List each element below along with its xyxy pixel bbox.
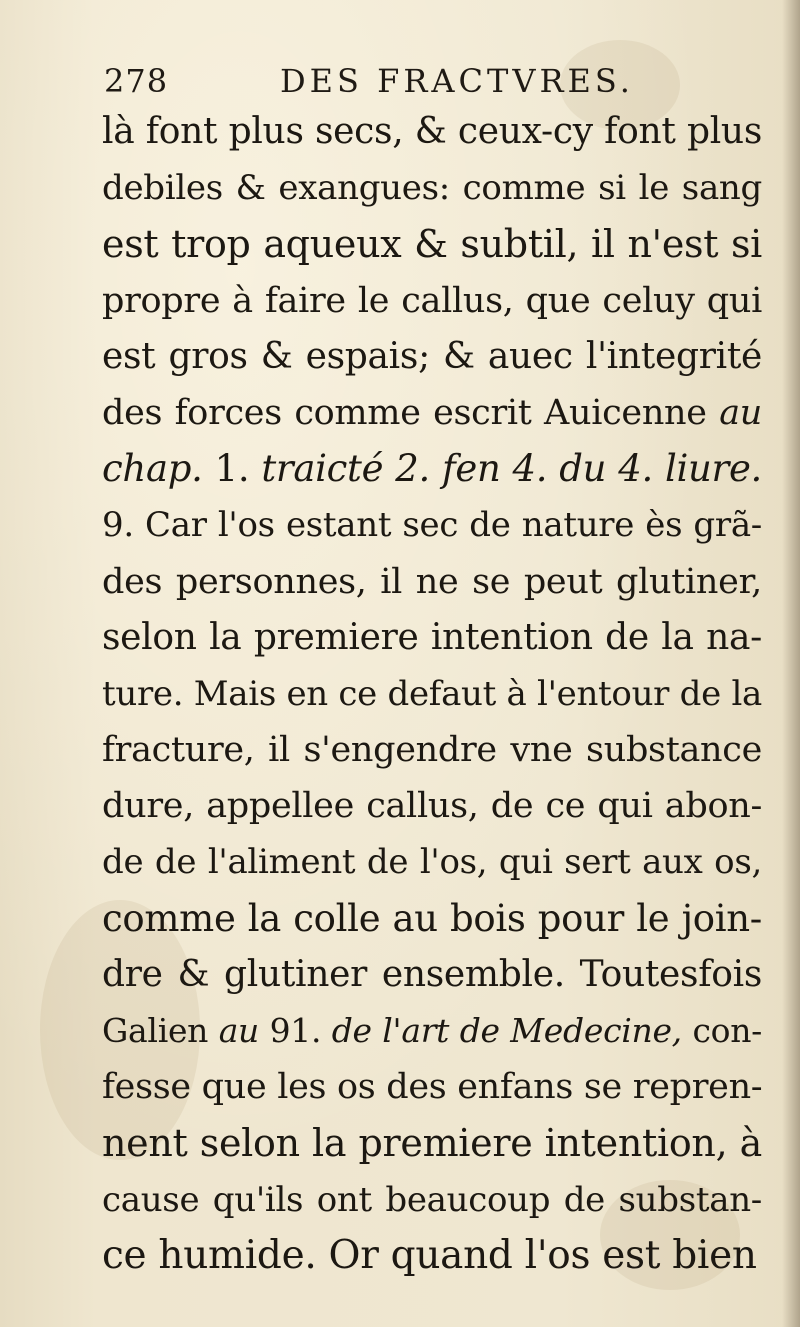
text-segment: là font plus secs, & ceux-cy font plus	[102, 111, 762, 152]
italic-segment: au	[218, 1011, 260, 1050]
text-line	[102, 778, 762, 834]
text-line	[102, 497, 762, 553]
page-header	[104, 56, 664, 104]
text-line	[102, 1059, 762, 1115]
text-line	[102, 1115, 762, 1171]
text-line	[102, 1003, 762, 1059]
text-line	[102, 554, 762, 610]
text-segment: 91.	[259, 1011, 332, 1050]
text-line	[102, 385, 762, 441]
page-number: 278	[104, 62, 169, 100]
text-segment: ce humide. Or quand l'os est bien	[102, 1232, 757, 1278]
text-line	[102, 441, 762, 497]
text-segment: dre & glutiner ensemble. Toutesfois	[102, 953, 762, 995]
text-line	[102, 834, 762, 890]
text-line	[102, 104, 762, 160]
text-line	[102, 273, 762, 329]
text-line	[102, 160, 762, 216]
text-line	[102, 1172, 762, 1228]
text-line	[102, 891, 762, 947]
italic-segment: chap.	[102, 447, 215, 491]
italic-segment: traicté 2. fen 4. du 4. liure.	[261, 447, 763, 491]
text-segment: 9. Car l'os estant sec de nature ès grã-	[102, 505, 762, 546]
text-line	[102, 1228, 762, 1284]
text-segment: propre à faire le callus, que celuy qui	[102, 280, 762, 321]
text-segment: dure, appellee callus, de ce qui abon-	[102, 786, 762, 827]
text-segment: des personnes, il ne se peut glutiner,	[102, 561, 762, 602]
text-segment: Galien	[102, 1011, 219, 1050]
text-segment: comme la colle au bois pour le join-	[102, 896, 762, 940]
page-edge-shadow	[782, 0, 800, 1327]
text-segment: con-	[681, 1011, 762, 1050]
text-line	[102, 329, 762, 385]
text-segment: selon la premiere intention de la na-	[102, 616, 762, 658]
text-segment: 1.	[214, 447, 262, 491]
text-segment: est trop aqueux & subtil, il n'est si	[102, 222, 762, 267]
italic-segment: de l'art de Medecine,	[331, 1011, 682, 1050]
text-segment: cause qu'ils ont beaucoup de substan-	[102, 1179, 762, 1220]
text-segment: fracture, il s'engendre vne substance	[102, 730, 762, 771]
text-line	[102, 666, 762, 722]
italic-segment: au	[719, 392, 762, 433]
text-line	[102, 216, 762, 272]
text-segment: des forces comme escrit Auicenne	[102, 392, 720, 433]
text-line	[102, 947, 762, 1003]
text-segment: de de l'aliment de l'os, qui sert aux os,	[102, 842, 762, 883]
text-segment: ture. Mais en ce defaut à l'entour de la	[102, 673, 762, 714]
body-text	[102, 104, 762, 1284]
text-segment: fesse que les os des enfans se repren-	[102, 1067, 763, 1108]
text-segment: debiles & exangues: comme si le sang	[102, 168, 762, 209]
text-line	[102, 610, 762, 666]
text-segment: nent selon la premiere intention, à	[102, 1121, 762, 1166]
text-segment: est gros & espais; & auec l'integrité	[102, 335, 762, 377]
text-line	[102, 722, 762, 778]
running-title: DES FRACTVRES.	[280, 62, 634, 100]
